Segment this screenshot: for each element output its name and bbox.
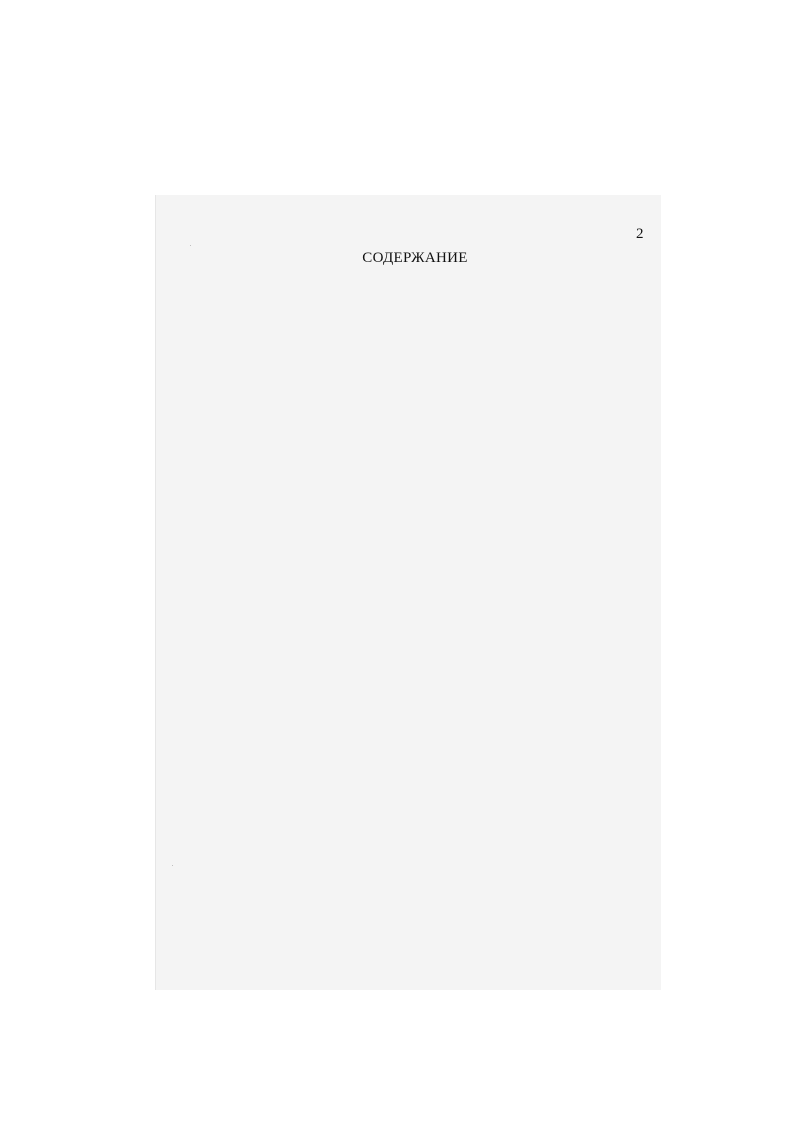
scan-speck — [190, 245, 191, 246]
scanned-page-area — [155, 195, 661, 990]
page-number: 2 — [636, 226, 644, 242]
scan-speck — [172, 865, 173, 866]
toc-title: СОДЕРЖАНИЕ — [362, 250, 468, 266]
